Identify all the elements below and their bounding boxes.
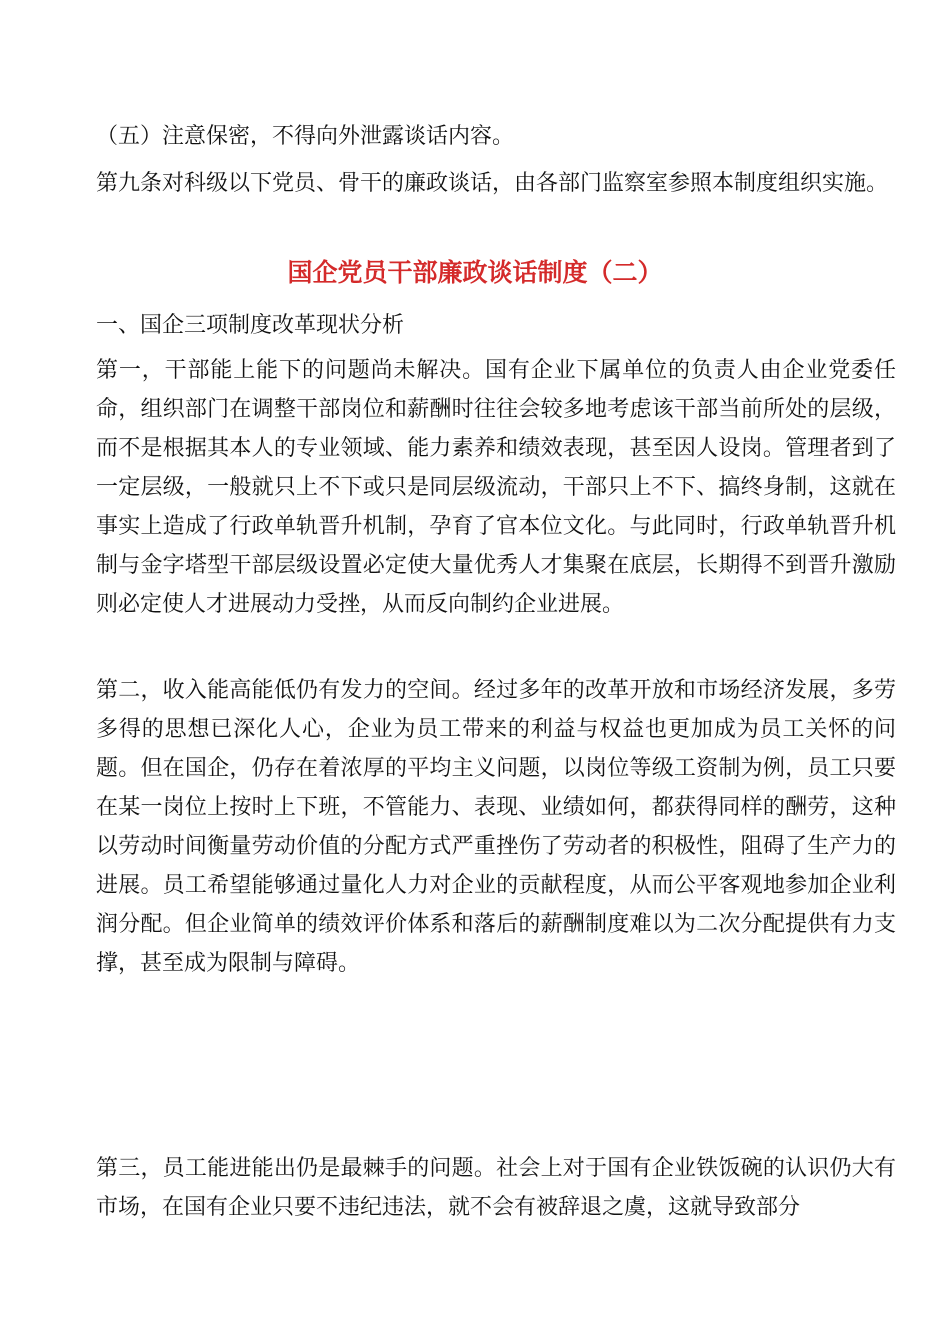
paragraph-confidentiality-text: （五）注意保密，不得向外泄露谈话内容。 (96, 124, 515, 149)
paragraph-first-point: 第一，干部能上能下的问题尚未解决。国有企业下属单位的负责人由企业党委任命，组织部门在调整干部岗位和薪酬时往往会较多地考虑该干部当前所处的层级，而不是根据其本人的专业领域、能力素养和绩效表现，甚至因人设岗。管理者到了一定层级，一般就只上不下或只是同层级流动，干部只上不下、搞终身制，这就在事实上造成了行政单轨晋升机制，孕育了官本位文化。与此同时，行政单轨晋升机制与金字塔型干部层级设置必定使大量优秀人才集聚在底层，长期得不到晋升激励则必定使人才进展动力受挫，从而反向制约企业进展。 (96, 358, 896, 617)
paragraph-third-point: 第三，员工能进能出仍是最棘手的问题。社会上对于国有企业铁饭碗的认识仍大有市场，在国有企业只要不违纪违法，就不会有被辞退之虞，这就导致部分 (96, 1156, 896, 1220)
paragraph-article-nine (96, 164, 896, 203)
paragraph-second-point: 第二，收入能高能低仍有发力的空间。经过多年的改革开放和市场经济发展，多劳多得的思想已深化人心，企业为员工带来的利益与权益也更加成为员工关怀的问题。但在国企，仍存在着浓厚的平均主义问题，以岗位等级工资制为例，员工只要在某一岗位上按时上下班，不管能力、表现、业绩如何，都获得同样的酬劳，这种以劳动时间衡量劳动价值的分配方式严重挫伤了劳动者的积极性，阻碍了生产力的进展。员工希望能够通过量化人力对企业的贡献程度，从而公平客观地参加企业利润分配。但企业简单的绩效评价体系和落后的薪酬制度难以为二次分配提供有力支撑，甚至成为限制与障碍。 (96, 678, 896, 976)
paragraph-confidentiality (96, 117, 896, 156)
paragraph-article-nine-text: 第九条对科级以下党员、骨干的廉政谈话，由各部门监察室参照本制度组织实施。 (96, 171, 889, 196)
section-heading: 一、国企三项制度改革现状分析 (96, 313, 405, 338)
section-title: 国企党员干部廉政谈话制度（二） (287, 258, 663, 287)
